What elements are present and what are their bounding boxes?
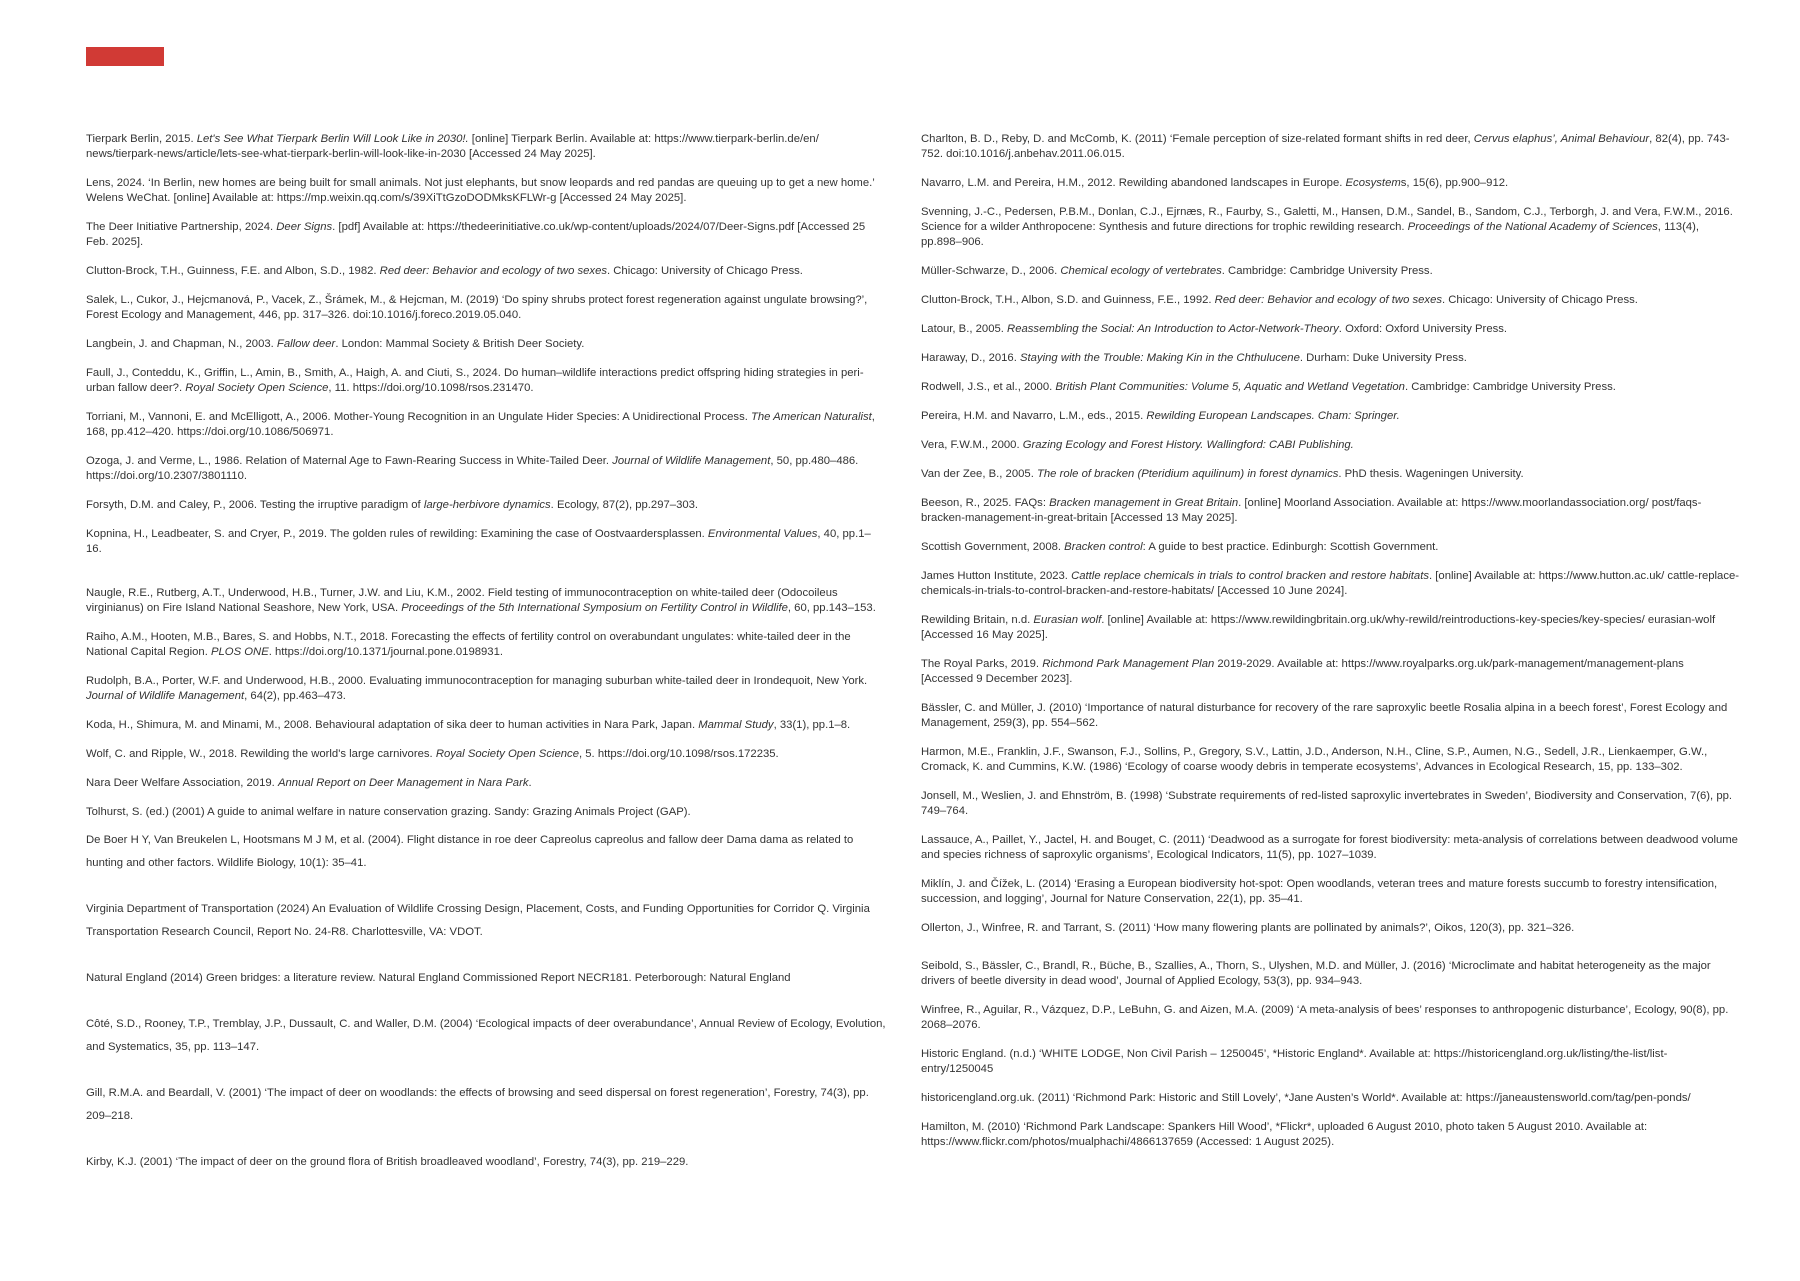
reference-text: Vera, F.W.M., 2000.: [921, 439, 1023, 451]
reference-entry: [86, 337, 886, 352]
reference-text: . Cambridge: Cambridge University Press.: [1404, 381, 1616, 393]
reference-entry: [86, 829, 886, 875]
reference-text: , 11. https://doi.org/10.1098/rsos.231470.: [328, 382, 534, 394]
reference-title-italic: Reassembling the Social: An Introduction to Actor-Network-Theory: [1007, 323, 1339, 335]
reference-text: . [pdf] Available at: https://thedeerinitiative.co.uk/wp-content/uploads/2024/07/Deer-Signs.pdf [Accessed 25 Feb. 2025].: [86, 221, 866, 248]
reference-text: Salek, L., Cukor, J., Hejcmanová, P., Vacek, Z., Šrámek, M., & Hejcman, M. (2019) ‘Do spiny shrubs protect forest regeneration against ungulate browsing?’, Forest Ecology and Management, 446, pp. 317–326. doi:10.1016/j.foreco.2019.05.040.: [86, 294, 868, 321]
reference-text: Clutton-Brock, T.H., Albon, S.D. and Guinness, F.E., 1992.: [921, 294, 1215, 306]
reference-text: Svenning, J.-C., Pedersen, P.B.M., Donlan, C.J., Ejrnæs, R., Faurby, S., Galetti, M., Hansen, D.M., Sandel, B., Sandom, C.J., Terborgh, J. and Vera, F.W.M., 2016. Science for a wilder Anthropocene: Synthesis and future directions for trophic rewilding research.: [921, 206, 1733, 233]
reference-text: James Hutton Institute, 2023.: [921, 570, 1072, 582]
reference-text: Forsyth, D.M. and Caley, P., 2006. Testing the irruptive paradigm of: [86, 499, 424, 511]
reference-entry: [86, 1151, 886, 1174]
reference-title-italic: Bracken management in Great Britain: [1049, 497, 1239, 509]
reference-text: Van der Zee, B., 2005.: [921, 468, 1037, 480]
reference-title-italic: Environmental Values: [707, 528, 818, 540]
reference-text: , 5. https://doi.org/10.1098/rsos.172235.: [578, 748, 779, 760]
reference-entry: [921, 1047, 1739, 1077]
reference-text: Hamilton, M. (2010) ‘Richmond Park Landscape: Spankers Hill Wood’, *Flickr*, uploaded 6 August 2010, photo taken 5 August 2010. Available at: https://www.flickr.com/photos/mualphachi/4866137659 (Accessed: 1 August 2025).: [921, 1121, 1648, 1148]
reference-text: . [online] Available at: https://www.hutton.ac.uk/ cattle-replace-chemicals-in-trials-to-control-bracken-and-restore-habitats/ [Accessed 10 June 2024].: [921, 570, 1740, 597]
reference-text: . https://doi.org/10.1371/journal.pone.0198931.: [268, 646, 504, 658]
reference-text: . Cambridge: Cambridge University Press.: [1221, 265, 1433, 277]
reference-text: Seibold, S., Bässler, C., Brandl, R., Büche, B., Szallies, A., Thorn, S., Ulyshen, M.D. and Müller, J. (2016) ‘Microclimate and habitat heterogeneity as the major drivers of beetle diversity in dead wood’, Journal of Applied Ecology, 53(3), pp. 934–943.: [921, 960, 1711, 987]
reference-entry: [86, 1013, 886, 1059]
reference-entry: [86, 132, 886, 162]
reference-entry: [921, 613, 1739, 643]
reference-text: Ollerton, J., Winfree, R. and Tarrant, S. (2011) ‘How many flowering plants are pollinated by animals?’, Oikos, 120(3), pp. 321–326.: [921, 922, 1575, 934]
reference-text: Harmon, M.E., Franklin, J.F., Swanson, F.J., Sollins, P., Gregory, S.V., Lattin, J.D., Anderson, N.H., Cline, S.P., Aumen, N.G., Sedell, J.R., Lienkaemper, G.W., Cromack, K. and Cummins, K.W. (1986) ‘Ecology of coarse woody debris in temperate ecosystems’, Advances in Ecological Research, 15, pp. 133–302.: [921, 746, 1708, 773]
reference-text: Bässler, C. and Müller, J. (2010) ‘Importance of natural disturbance for recovery of the rare saproxylic beetle Rosalia alpina in a beech forest’, Forest Ecology and Management, 259(3), pp. 554–562.: [921, 702, 1728, 729]
reference-entry: [921, 438, 1739, 453]
reference-text: s, 15(6), pp.900–912.: [1400, 177, 1509, 189]
reference-text: Côté, S.D., Rooney, T.P., Tremblay, J.P., Dussault, C. and Waller, D.M. (2004) ‘Ecological impacts of deer overabundance’, Annual Review of Ecology, Evolution, and Systematics, 35, pp. 113–147.: [86, 1018, 886, 1053]
reference-entry: [86, 366, 886, 396]
reference-entry: [921, 921, 1739, 936]
reference-title-italic: British Plant Communities: Volume 5, Aquatic and Wetland Vegetation: [1055, 381, 1405, 393]
reference-entry: [86, 586, 886, 616]
reference-text: Ozoga, J. and Verme, L., 1986. Relation of Maternal Age to Fawn-Rearing Success in White-Tailed Deer.: [86, 455, 613, 467]
reference-title-italic: Eurasian wolf: [1033, 614, 1102, 626]
reference-text: Wolf, C. and Ripple, W., 2018. Rewilding the world's large carnivores.: [86, 748, 436, 760]
reference-text: Rodwell, J.S., et al., 2000.: [921, 381, 1056, 393]
reference-text: The Deer Initiative Partnership, 2024.: [86, 221, 277, 233]
reference-title-italic: Cervus elaphus’, Animal Behaviour: [1473, 133, 1650, 145]
reference-entry: [921, 293, 1739, 308]
reference-text: Charlton, B. D., Reby, D. and McComb, K. (2011) ‘Female perception of size-related formant shifts in red deer,: [921, 133, 1474, 145]
reference-title-italic: Cattle replace chemicals in trials to control bracken and restore habitats: [1071, 570, 1430, 582]
reference-title-italic: Royal Society Open Science: [435, 748, 579, 760]
reference-entry: [921, 789, 1739, 819]
reference-text: Natural England (2014) Green bridges: a literature review. Natural England Commissioned Report NECR181. Peterborough: Natural England: [86, 972, 791, 984]
reference-text: , 168, pp.412–420. https://doi.org/10.1086/506971.: [86, 411, 875, 438]
reference-text: Kirby, K.J. (2001) ‘The impact of deer on the ground flora of British broadleaved woodland’, Forestry, 74(3), pp. 219–229.: [86, 1156, 689, 1168]
reference-title-italic: Annual Report on Deer Management in Nara Park: [277, 777, 529, 789]
reference-text: The Royal Parks, 2019.: [921, 658, 1043, 670]
reference-text: Miklín, J. and Čížek, L. (2014) ‘Erasing a European biodiversity hot-spot: Open woodlands, veteran trees and mature forests succumb to forestry intensification, succession, and logging’, Journal for Nature Conservation, 22(1), pp. 35–41.: [921, 878, 1718, 905]
reference-entry: [86, 805, 886, 820]
reference-text: Haraway, D., 2016.: [921, 352, 1020, 364]
reference-entry: [921, 496, 1739, 526]
reference-text: . Ecology, 87(2), pp.297–303.: [550, 499, 699, 511]
reference-entry: [921, 1091, 1739, 1106]
reference-text: Langbein, J. and Chapman, N., 2003.: [86, 338, 277, 350]
reference-entry: [921, 409, 1739, 424]
reference-text: Gill, R.M.A. and Beardall, V. (2001) ‘The impact of deer on woodlands: the effects of browsing and seed dispersal on forest regeneration’, Forestry, 74(3), pp. 209–218.: [86, 1087, 869, 1122]
reference-title-italic: Chemical ecology of vertebrates: [1060, 265, 1222, 277]
reference-text: Winfree, R., Aguilar, R., Vázquez, D.P., LeBuhn, G. and Aizen, M.A. (2009) ‘A meta-analysis of bees’ responses to anthropogenic disturbance’, Ecology, 90(8), pp. 2068–2076.: [921, 1004, 1729, 1031]
reference-text: Rewilding Britain, n.d.: [921, 614, 1034, 626]
reference-entry: [86, 967, 886, 990]
reference-entry: [921, 833, 1739, 863]
reference-entry: [921, 959, 1739, 989]
reference-text: Nara Deer Welfare Association, 2019.: [86, 777, 278, 789]
reference-entry: [921, 1003, 1739, 1033]
reference-entry: [86, 776, 886, 791]
reference-entry: [86, 527, 886, 557]
reference-title-italic: PLOS ONE: [210, 646, 269, 658]
reference-title-italic: Grazing Ecology and Forest History. Wallingford: CABI Publishing.: [1022, 439, 1354, 451]
reference-text: Pereira, H.M. and Navarro, L.M., eds., 2015.: [921, 410, 1147, 422]
reference-text: historicengland.org.uk. (2011) ‘Richmond Park: Historic and Still Lovely’, *Jane Austen’s World*. Available at: https://janeaustensworld.com/tag/pen-ponds/: [921, 1092, 1691, 1104]
reference-entry: [921, 467, 1739, 482]
reference-entry: [86, 674, 886, 704]
reference-entry: [921, 322, 1739, 337]
reference-entry: [921, 1120, 1739, 1150]
reference-title-italic: The role of bracken (Pteridium aquilinum) in forest dynamics: [1036, 468, 1339, 480]
references-left-column: [86, 132, 886, 1174]
reference-text: .: [528, 777, 532, 789]
reference-text: Lassauce, A., Paillet, Y., Jactel, H. and Bouget, C. (2011) ‘Deadwood as a surrogate for forest biodiversity: meta-analysis of correlations between deadwood volume and species richness of saproxylic organisms’, Ecological Indicators, 11(5), pp. 1027–1039.: [921, 834, 1738, 861]
reference-entry: [86, 1082, 886, 1128]
reference-text: Kopnina, H., Leadbeater, S. and Cryer, P., 2019. The golden rules of rewilding: Examining the case of Oostvaardersplassen.: [86, 528, 708, 540]
reference-text: Scottish Government, 2008.: [921, 541, 1065, 553]
reference-text: Koda, H., Shimura, M. and Minami, M., 2008. Behavioural adaptation of sika deer to human activities in Nara Park, Japan.: [86, 719, 699, 731]
reference-entry: [86, 410, 886, 440]
reference-entry: [921, 569, 1739, 599]
reference-text: . Chicago: University of Chicago Press.: [1442, 294, 1638, 306]
reference-entry: [86, 898, 886, 944]
reference-entry: [86, 630, 886, 660]
reference-title-italic: Red deer: Behavior and ecology of two sexes: [379, 265, 607, 277]
reference-text: Naugle, R.E., Rutberg, A.T., Underwood, H.B., Turner, J.W. and Liu, K.M., 2002. Field testing of immunocontraception on white-tailed deer (Odocoileus virginianus) on Fire Island National Seashore, New York, USA.: [86, 587, 838, 614]
reference-text: . [online] Moorland Association. Available at: https://www.moorlandassociation.org/ post/faqs-bracken-management-in-great-britain [Accessed 13 May 2025].: [921, 497, 1702, 524]
reference-title-italic: Let's See What Tierpark Berlin Will Look Like in 2030!.: [196, 133, 469, 145]
reference-title-italic: Bracken control: [1064, 541, 1143, 553]
reference-text: Beeson, R., 2025. FAQs:: [921, 497, 1050, 509]
reference-title-italic: Ecosystem: [1345, 177, 1401, 189]
reference-entry: [86, 498, 886, 513]
red-accent-bar: [86, 47, 164, 66]
reference-entry: [86, 176, 886, 206]
reference-text: , 60, pp.143–153.: [787, 602, 876, 614]
reference-entry: [86, 454, 886, 484]
reference-title-italic: Staying with the Trouble: Making Kin in the Chthulucene: [1020, 352, 1300, 364]
references-right-column: [921, 132, 1739, 1150]
reference-title-italic: The American Naturalist: [751, 411, 872, 423]
reference-entry: [921, 877, 1739, 907]
reference-title-italic: Red deer: Behavior and ecology of two sexes: [1214, 294, 1442, 306]
reference-text: . PhD thesis. Wageningen University.: [1338, 468, 1524, 480]
reference-text: Faull, J., Conteddu, K., Griffin, L., Amin, B., Smith, A., Haigh, A. and Ciuti, S., 2024. Do human–wildlife interactions predict offspring hiding strategies in peri-urban fallow deer?.: [86, 367, 864, 394]
reference-text: , 33(1), pp.1–8.: [773, 719, 851, 731]
reference-title-italic: Rewilding European Landscapes. Cham: Springer.: [1146, 410, 1400, 422]
reference-entry: [921, 701, 1739, 731]
reference-text: Lens, 2024. ‘In Berlin, new homes are being built for small animals. Not just elephants, but snow leopards and red pandas are queuing up to get a new home.’ Welens WeChat. [online] Available at: https://mp.weixin.qq.com/s/39XiTtGzoDODMksKFLWr-g [Accessed 24 May 2025].: [86, 177, 875, 204]
reference-entry: [921, 380, 1739, 395]
reference-text: Rudolph, B.A., Porter, W.F. and Underwood, H.B., 2000. Evaluating immunocontraception for managing suburban white-tailed deer in Irondequoit, New York.: [86, 675, 868, 687]
reference-text: Virginia Department of Transportation (2024) An Evaluation of Wildlife Crossing Design, Placement, Costs, and Funding Opportunities for Corridor Q. Virginia Transportation Research Council, Report No. 24-R8. Charlottesville, VA: VDOT.: [86, 903, 870, 938]
reference-title-italic: Deer Signs: [276, 221, 333, 233]
reference-text: Tolhurst, S. (ed.) (2001) A guide to animal welfare in nature conservation grazing. Sandy: Grazing Animals Project (GAP).: [86, 806, 691, 818]
reference-text: , 113(4), pp.898–906.: [921, 221, 1700, 248]
reference-title-italic: Richmond Park Management Plan: [1042, 658, 1215, 670]
reference-entry: [921, 205, 1739, 250]
reference-text: . [online] Available at: https://www.rewildingbritain.org.uk/why-rewild/reintroductions-key-species/key-species/ eurasian-wolf [Accessed 16 May 2025].: [921, 614, 1716, 641]
reference-entry: [921, 657, 1739, 687]
reference-text: : A guide to best practice. Edinburgh: Scottish Government.: [1142, 541, 1439, 553]
reference-text: , 50, pp.480–486. https://doi.org/10.2307/3801110.: [86, 455, 859, 482]
reference-title-italic: Royal Society Open Science: [185, 382, 329, 394]
reference-text: . London: Mammal Society & British Deer Society.: [335, 338, 585, 350]
reference-text: , 82(4), pp. 743-752. doi:10.1016/j.anbehav.2011.06.015.: [921, 133, 1730, 160]
reference-title-italic: large-herbivore dynamics: [423, 499, 551, 511]
reference-title-italic: Proceedings of the National Academy of Sciences: [1407, 221, 1658, 233]
reference-text: Tierpark Berlin, 2015.: [86, 133, 197, 145]
reference-entry: [921, 745, 1739, 775]
reference-entry: [86, 718, 886, 733]
reference-text: De Boer H Y, Van Breukelen L, Hootsmans M J M, et al. (2004). Flight distance in roe deer Capreolus capreolus and fallow deer Dama dama as related to hunting and other factors. Wildlife Biology, 10(1): 35–41.: [86, 834, 854, 869]
reference-text: 2019-2029. Available at: https://www.royalparks.org.uk/park-management/management-plans [Accessed 9 December 2023].: [921, 658, 1684, 685]
reference-text: Jonsell, M., Weslien, J. and Ehnström, B. (1998) ‘Substrate requirements of red-listed saproxylic invertebrates in Sweden’, Biodiversity and Conservation, 7(6), pp. 749–764.: [921, 790, 1733, 817]
reference-entry: [86, 747, 886, 762]
reference-text: Latour, B., 2005.: [921, 323, 1008, 335]
reference-title-italic: Mammal Study: [698, 719, 774, 731]
reference-text: , 40, pp.1–16.: [86, 528, 871, 555]
reference-title-italic: Fallow deer: [276, 338, 336, 350]
reference-entry: [921, 351, 1739, 366]
reference-text: Raiho, A.M., Hooten, M.B., Bares, S. and Hobbs, N.T., 2018. Forecasting the effects of fertility control on overabundant ungulates: white-tailed deer in the National Capital Region.: [86, 631, 851, 658]
reference-title-italic: Journal of Wildlife Management: [86, 690, 245, 702]
reference-entry: [921, 176, 1739, 191]
reference-title-italic: Proceedings of the 5th International Symposium on Fertility Control in Wildlife: [401, 602, 788, 614]
reference-text: , 64(2), pp.463–473.: [244, 690, 346, 702]
reference-text: Historic England. (n.d.) ‘WHITE LODGE, Non Civil Parish – 1250045’, *Historic England*. Available at: https://historicengland.org.uk/listing/the-list/list-entry/1250045: [921, 1048, 1668, 1075]
reference-text: Navarro, L.M. and Pereira, H.M., 2012. Rewilding abandoned landscapes in Europe.: [921, 177, 1346, 189]
reference-text: . Chicago: University of Chicago Press.: [607, 265, 803, 277]
reference-text: [online] Tierpark Berlin. Available at: https://www.tierpark-berlin.de/en/ news/tierpark-news/article/lets-see-what-tierpark-berlin-will-look-like-in-2030 [Accessed 24 May 2025].: [86, 133, 819, 160]
reference-text: Torriani, M., Vannoni, E. and McElligott, A., 2006. Mother-Young Recognition in an Ungulate Hider Species: A Unidirectional Process.: [86, 411, 751, 423]
reference-title-italic: Journal of Wildlife Management: [612, 455, 771, 467]
reference-entry: [86, 293, 886, 323]
reference-entry: [921, 264, 1739, 279]
reference-entry: [86, 264, 886, 279]
reference-entry: [921, 132, 1739, 162]
reference-text: . Durham: Duke University Press.: [1299, 352, 1467, 364]
reference-text: Clutton-Brock, T.H., Guinness, F.E. and Albon, S.D., 1982.: [86, 265, 380, 277]
reference-entry: [921, 540, 1739, 555]
reference-text: . Oxford: Oxford University Press.: [1338, 323, 1508, 335]
reference-text: Müller-Schwarze, D., 2006.: [921, 265, 1061, 277]
reference-entry: [86, 220, 886, 250]
